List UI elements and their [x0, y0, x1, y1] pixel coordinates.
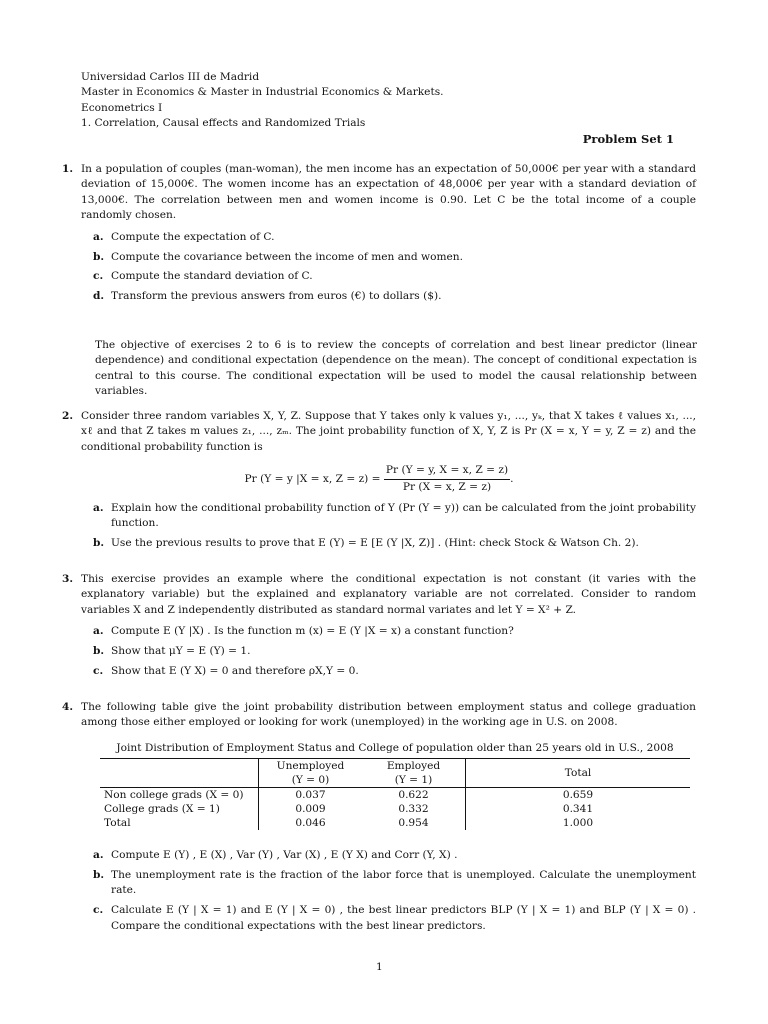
- table-row: [100, 816, 690, 830]
- table-caption: Joint Distribution of Employment Status and College of population older than 25 years old in U.S., 2008: [116, 742, 674, 754]
- item-label: a.: [93, 230, 104, 243]
- problem-text: The following table give the joint probability distribution between employment status and college graduation among those either employed or looking for work (unemployed) in the working age in U.S. on 2008.: [81, 701, 696, 729]
- item-label: b.: [93, 537, 105, 550]
- objective-paragraph: The objective of exercises 2 to 6 is to review the concepts of correlation and best linear predictor (linear dependence) and conditional expectation (dependence on the mean). The concept of conditional expectation is central to this course. The conditional expectation will be used to model the causal relationship between variables.: [95, 339, 697, 398]
- table-header-row: [100, 759, 690, 774]
- item-text: Compute the expectation of C.: [111, 230, 275, 243]
- item-text: The unemployment rate is the fraction of the labor force that is unemployed. Calculate the unemployment rate.: [111, 868, 696, 897]
- column-header: Total: [466, 759, 691, 788]
- item-text: Use the previous results to prove that E (Y) = E [E (Y |X, Z)] . (Hint: check Stock & Watson Ch. 2).: [111, 537, 639, 550]
- problem-number: 3.: [62, 573, 74, 585]
- joint-distribution-table-block: [100, 741, 690, 830]
- table-row: [100, 788, 690, 803]
- item-text: Compute E (Y |X) . Is the function m (x) = E (Y |X = x) a constant function?: [111, 625, 514, 638]
- item-label: a.: [93, 502, 104, 515]
- conditional-probability-formula: [62, 463, 696, 495]
- problem-text: This exercise provides an example where the conditional expectation is not constant (it varies with the explanatory variable) but the explained and explanatory variable are not correlated. Consider to random variables X and Z independently distributed as standard normal variates and let Y = X² + Z.: [81, 573, 696, 616]
- item-label: a.: [93, 625, 104, 638]
- item-label: c.: [93, 270, 104, 283]
- problem-number: 1.: [62, 163, 74, 175]
- formula-denominator: Pr (X = x, Z = z): [402, 480, 492, 493]
- table-cell: 0.037: [259, 788, 363, 803]
- column-subheader: (Y = 0): [291, 774, 330, 787]
- joint-distribution-table: [100, 758, 690, 830]
- item-label: a.: [93, 849, 104, 861]
- list-item: [93, 536, 696, 551]
- item-text: Show that μY = E (Y) = 1.: [111, 645, 251, 658]
- list-item: [93, 903, 696, 934]
- problem-text: Consider three random variables X, Y, Z. Suppose that Y takes only k values y₁, ..., yₖ, that X takes ℓ values x₁, ..., xℓ and that Z takes m values z₁, ..., zₘ. The joint probability function of X, Y, Z is Pr (X = x, Y = y, Z = z) and the conditional probability function is: [81, 410, 696, 453]
- item-text: Compute the covariance between the income of men and women.: [111, 250, 463, 263]
- empty-header-cell: [100, 759, 259, 774]
- table-row: [100, 802, 690, 816]
- problem-2: [62, 409, 696, 556]
- item-label: c.: [93, 665, 104, 678]
- column-header: Employed: [362, 759, 466, 774]
- course-header: [81, 70, 681, 132]
- item-text: Show that E (Y X) = 0 and therefore ρX,Y = 0.: [111, 665, 359, 678]
- table-cell: 0.341: [562, 803, 594, 816]
- problem-3: [62, 572, 696, 684]
- list-item: [93, 644, 696, 659]
- row-label: College grads (X = 1): [100, 802, 259, 816]
- problem-items: [93, 230, 696, 305]
- table-cell: 0.009: [295, 803, 326, 816]
- column-header: Unemployed: [259, 759, 363, 774]
- table-cell: 0.659: [466, 788, 691, 803]
- list-item: [93, 848, 696, 863]
- problem-1: [62, 162, 696, 309]
- item-text: Transform the previous answers from euros (€) to dollars ($).: [111, 290, 442, 303]
- list-item: [93, 501, 696, 532]
- item-text: Compute E (Y) , E (X) , Var (Y) , Var (X) , E (Y X) and Corr (Y, X) .: [111, 849, 458, 861]
- university-name: Universidad Carlos III de Madrid: [81, 71, 260, 83]
- item-text: Compute the standard deviation of C.: [111, 270, 313, 283]
- table-cell: 0.332: [362, 802, 466, 816]
- item-text: Calculate E (Y | X = 1) and E (Y | X = 0) , the best linear predictors BLP (Y | X = 1) and BLP (Y | X = 0) . Compare the conditional expectations with the best linear predictors.: [111, 904, 696, 932]
- row-label: Total: [100, 816, 259, 830]
- list-item: [93, 230, 696, 245]
- item-text: Explain how the conditional probability function of Y (Pr (Y = y)) can be calculated from the joint probability function.: [111, 502, 696, 530]
- list-item: [93, 289, 696, 304]
- problem-items: [93, 624, 696, 679]
- item-label: b.: [93, 645, 105, 658]
- problem-items: [93, 501, 696, 552]
- page-number: 1: [376, 961, 383, 973]
- list-item: [93, 624, 696, 639]
- course-name: Econometrics I: [81, 101, 163, 114]
- formula-numerator: Pr (Y = y, X = x, Z = z): [384, 463, 510, 479]
- topic-title: 1. Correlation, Causal effects and Randomized Trials: [81, 117, 366, 130]
- item-label: c.: [93, 904, 104, 917]
- list-item: [93, 868, 696, 899]
- table-cell: 0.046: [295, 817, 326, 830]
- row-label: Non college grads (X = 0): [100, 788, 259, 803]
- list-item: [93, 664, 696, 679]
- program-name: Master in Economics & Master in Industrial Economics & Markets.: [81, 86, 444, 99]
- problem-set-title: Problem Set 1: [582, 132, 674, 146]
- table-cell: 0.954: [362, 816, 466, 830]
- list-item: [93, 250, 696, 265]
- formula-fraction: [384, 463, 510, 495]
- problem-items: [93, 848, 696, 934]
- table-cell: 1.000: [562, 817, 594, 830]
- problem-text: In a population of couples (man-woman), the men income has an expectation of 50,000€ per year with a standard deviation of 15,000€. The women income has an expectation of 48,000€ per year with a standard deviation of 13,000€. The correlation between men and women income is 0.90. Let C be the total income of a couple randomly chosen.: [81, 163, 696, 222]
- problem-number: 2.: [62, 410, 74, 422]
- problem-4: [62, 700, 696, 731]
- list-item: [93, 269, 696, 284]
- formula-period: .: [510, 473, 514, 486]
- column-subheader: (Y = 1): [362, 773, 466, 788]
- item-label: b.: [93, 868, 105, 881]
- empty-header-cell: [100, 773, 259, 788]
- item-label: d.: [93, 290, 105, 303]
- item-label: b.: [93, 250, 105, 263]
- table-cell: 0.622: [362, 788, 466, 803]
- problem-4-items-block: [62, 848, 696, 939]
- formula-lhs: Pr (Y = y |X = x, Z = z) =: [244, 473, 381, 486]
- problem-number: 4.: [62, 701, 74, 713]
